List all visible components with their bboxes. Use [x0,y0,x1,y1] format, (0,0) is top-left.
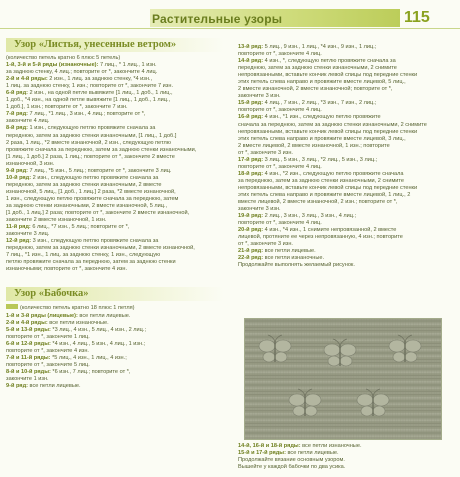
instruction-line [238,255,453,262]
row-text: провяжите сначала за переднюю, затем за заднюю стенки изнаночными, [6,146,197,153]
row-text: закончите 3 изн. [238,206,281,213]
row-text: все петли лицевые. [285,450,339,457]
page-header [0,0,460,30]
row-label: 8-й и 10-й ряды: [6,368,51,375]
instruction-line [238,164,453,171]
instruction-line [238,44,453,51]
instruction-line [6,55,224,62]
header-divider [0,28,460,29]
row-text: 2 вместе лицевой, 2 вместе изнаночной, 1 изн.; повторите [238,142,390,149]
row-text: закончите 4 лиц. [6,118,50,125]
row-text: [1 лиц., 1 доб.] 2 раза, 1 лиц.; повторите от *, закончите 2 вместе [6,153,175,160]
row-label: 19-й ряд: [238,213,264,220]
row-label: 7-й и 11-й ряды: [6,354,51,361]
row-text: за заднюю стенку, 4 лиц.; повторите от *, закончите 4 лиц. [6,69,158,76]
row-text: 2 изн., 1 лиц. за заднюю стенку, *4 изн., [47,76,153,83]
instruction-line [6,217,224,224]
row-text: этих петель слева направо и провяжите вместе лицевой, 3 лиц., [238,135,406,142]
instruction-line [6,259,224,266]
row-text: 6 лиц., *7 изн., 5 лиц.; повторите от *, [30,224,130,231]
row-label: 15-й и 17-й ряды: [238,450,286,457]
row-text: 2 изн., на одной петле вывяжите [1 лиц., 1 доб., 1 лиц., [28,90,173,97]
row-text: повторите от *, закончите 4 лиц. [238,51,322,58]
row-text: этих петель слева направо и провяжите вместе лицевой, 1 лиц., 2 [238,191,411,198]
row-label: 7-й ряд: [6,111,28,118]
row-text: непровязанными, вставьте кончик левой спицы под передние стенки [238,184,418,191]
row-label: 1-й и 3-й ряды (лицевые): [6,312,78,319]
row-text: 2 раза, 1 лиц., *2 вместе изнаночной, 2 изн., следующую петлю [6,139,171,146]
row-label: 12-й ряд: [6,238,32,245]
instruction-line [6,341,224,348]
row-text: 4 изн., *2 изн., следующую петлю провяжите сначала [263,170,404,177]
row-text: повторите от *, закончите 4 изн. [6,347,89,354]
instruction-line [6,83,224,90]
row-text: 4 изн., *, следующую петлю провяжите сначала за [263,58,396,65]
swatch-image [245,319,441,439]
leaves-instructions [6,55,224,273]
row-text: закончите 3 изн. [238,93,281,100]
instruction-line [6,175,224,182]
instruction-line [238,100,453,107]
row-label: 6-й и 12-й ряды: [6,340,51,347]
row-label: 9-й ряд: [6,167,28,174]
row-label: 21-й ряд: [238,248,264,255]
row-text: этих петель слева направо и провяжите вместе лицевой, 5 лиц., [238,79,406,86]
instruction-line [238,79,453,86]
row-text: изнаночными; повторите от *, закончите 4 изн. [6,266,128,273]
instruction-line [6,168,224,175]
instruction-line [6,133,224,140]
row-text: *5 лиц., 4 изн., 1 лиц., 4 изн.; [50,354,127,361]
instruction-line [6,196,224,203]
butterfly-instructions-continued [238,44,453,270]
instruction-line [238,248,453,255]
instruction-line [6,210,224,217]
row-text: все петли лицевые. [77,312,131,319]
instruction-line [6,224,224,231]
row-text: непровязанными, вставьте кончик левой спицы под передние стенки [238,72,418,79]
instruction-line [6,189,224,196]
row-text: все петли лицевые. [28,382,81,389]
row-text: 1 доб., *4 изн., на одной петле вывяжите [1 лиц., 1 доб., 1 лиц., [6,97,171,104]
row-text: Продолжайте выполнять желаемый рисунок. [238,262,355,269]
instruction-line [6,125,224,132]
row-text: 7 лиц., * 1 лиц., 1 изн. [98,62,157,69]
row-text: закончите 2 вместе изнаночной, 1 изн. [6,217,107,224]
row-label: 18-й ряд: [238,170,264,177]
row-text: 2 вместе изнаночной, 2 вместе изнаночной; повторите от *, [238,86,393,93]
left-column [6,38,224,390]
row-text: 4 лиц., 7 изн., 2 лиц., *3 изн., 7 изн., 2 лиц.; [263,100,377,107]
instruction-line [238,143,453,150]
instruction-line [238,114,453,121]
instruction-line [238,185,453,192]
instruction-line [6,111,224,118]
row-label: 10-й ряд: [6,174,32,181]
row-label: 9-й ряд: [6,382,28,389]
row-text: от *, закончите 3 изн. [238,241,293,248]
row-label: 17-й ряд: [238,156,264,163]
row-label: 8-й ряд: [6,125,28,132]
instruction-line [6,327,224,334]
row-text: *4 изн., 4 лиц., 5 изн., 4 лиц., 1 изн.; [50,340,146,347]
row-label: 14-й ряд: [238,58,264,65]
instruction-line [6,118,224,125]
instruction-line [6,104,224,111]
instruction-line [6,313,224,320]
instruction-line [6,62,224,69]
row-text: *3 лиц., 4 изн., 5 лиц., 4 изн., 2 лиц.; [50,326,146,333]
row-text: переднюю, затем за заднюю стенки изнаночными, 2 вместе изнаночной, [6,245,195,252]
row-text: 1 изн., следующую петлю провяжите сначала за переднюю, затем [6,195,179,202]
row-text: за заднюю стенки изнаночными, 2 вместе изнаночной, 5 лиц., [6,202,168,209]
instruction-line [6,383,224,390]
instruction-line [6,76,224,83]
row-text: 1 лиц. за заднюю стенку, 1 изн.; повторите от *, закончите 7 изн. [6,83,174,90]
instruction-line [238,51,453,58]
row-text: за переднюю, затем за заднюю стенки изнаночными, 2 снимите [238,177,405,184]
row-text: 7 лиц., *1 изн., 1 лиц. за заднюю стенку, 1 изн., следующую [6,252,161,259]
row-label: 14-й, 16-й и 18-й ряды: [238,443,301,449]
row-text: *6 изн., 7 лиц.; повторите от *, [50,368,131,375]
row-text: 7 лиц., *5 изн., 5 лиц.; повторите от *, закончите 3 лиц. [28,167,172,174]
instruction-line [6,203,224,210]
row-text: переднюю, затем за заднюю стенки изнаночными, 2 вместе [6,181,162,188]
instruction-line [238,457,453,464]
row-text: закончите 1 изн. [6,375,49,382]
section-title-butterfly: Узор «Бабочка» [6,287,224,301]
row-text: повторите от *, закончите 4 лиц. [238,220,322,227]
row-text: закончите 3 лиц. [6,231,50,238]
row-text: повторите от *, закончите 4 лиц. [238,163,322,170]
instruction-line [6,69,224,76]
instruction-line [238,450,453,457]
section-title-leaves: Узор «Листья, унесенные ветром» [6,38,224,52]
row-text: 7 лиц., *1 лиц., 3 изн., 4 лиц.; повторите от *, [28,111,146,118]
row-text: все петли изнаночные. [300,443,362,449]
row-text: [1 доб., 1 лиц.] 2 раза; повторите от *, закончите 2 вместе изнаночной, [6,210,190,217]
row-label: 20-й ряд: [238,227,264,234]
row-text: сначала за переднюю, затем за заднюю стенки изнаночными, 2 снимите [238,121,427,128]
row-text: переднюю, затем за заднюю стенки изнаночными, 2 снимите [238,65,397,72]
instruction-line [6,320,224,327]
row-label: 15-й ряд: [238,100,264,107]
instruction-line [238,443,453,450]
instruction-line [6,238,224,245]
row-text: повторите от *, закончите 4 лиц. [238,107,322,114]
instruction-line [6,266,224,273]
instruction-line [6,376,224,383]
row-label: 6-й ряд: [6,90,28,97]
instruction-line [238,129,453,136]
instruction-line [6,147,224,154]
butterfly-instructions [6,304,224,390]
instruction-line [238,241,453,248]
row-text: 4 изн., *1 изн., следующую петлю провяжите [263,114,381,121]
row-label: 16-й ряд: [238,114,264,121]
instruction-line [238,93,453,100]
row-text: все петли изнаночные. [263,255,325,262]
row-text: непровязанными, вставьте кончик левой спицы под передние стенки [238,128,418,135]
instruction-line [238,65,453,72]
instruction-line [6,369,224,376]
row-text: 2 изн., следующую петлю провяжите сначала за [31,174,159,181]
row-text: петлю провяжите сначала за переднюю, затем за заднюю стенки [6,259,176,266]
instruction-line [6,355,224,362]
chapter-title: Растительные узоры [152,12,283,26]
knitted-swatch-photo [244,318,442,440]
row-text: повторите от *, закончите 1 лиц. [6,333,90,340]
row-label: 13-й ряд: [238,44,264,50]
instruction-line [238,58,453,65]
row-text: вместе лицевой, 2 вместе изнаночной, 2 изн.; повторите от *, [238,199,398,206]
row-text: изнаночной, 3 изн. [6,160,55,167]
instruction-line [238,192,453,199]
row-text: 2 лиц., 3 изн., 3 лиц., 3 изн., 4 лиц.; [263,213,357,220]
pattern-mark-icon [6,304,18,309]
instruction-line [6,362,224,369]
instruction-line [6,334,224,341]
instruction-line [238,72,453,79]
row-text: все петли изнаночные. [47,319,109,326]
instruction-line [238,234,453,241]
instruction-line [238,227,453,234]
instruction-line [6,304,224,312]
instruction-line [6,245,224,252]
instruction-line [6,90,224,97]
instruction-line [238,86,453,93]
instruction-line [238,464,453,471]
instruction-line [238,107,453,114]
row-text: 3 изн., следующую петлю провяжите сначала за [31,238,159,245]
row-label: 11-й ряд: [6,224,31,231]
row-text: 3 лиц., 5 изн., 3 лиц., *2 лиц., 5 изн., 3 лиц.; [263,156,378,163]
row-text: от *, закончите 3 изн. [238,149,293,156]
instruction-line [238,171,453,178]
row-text: Вышейте у каждой бабочки по два усика. [238,464,346,471]
row-text: все петли лицевые. [263,248,316,255]
instruction-line [238,206,453,213]
row-text: переднюю, затем за заднюю стенки изнаночными, [1 лиц., 1 доб.] [6,132,177,139]
row-label: 2-й и 4-й ряды: [6,76,48,83]
instruction-line [238,122,453,129]
instruction-line [6,140,224,147]
right-column [238,44,453,270]
after-swatch-instructions [238,443,453,471]
row-text: изнаночной, 5 лиц., [1 доб., 1 лиц.] 2 раза, *2 вместе изнаночной, [6,188,176,195]
row-label: 5-й и 13-й ряды: [6,326,51,333]
instruction-line [6,231,224,238]
instruction-line [6,97,224,104]
instruction-line [238,157,453,164]
row-text: повторите от *, закончите 5 лиц. [6,361,90,368]
row-text: лицевой, протяните ее через непровязанную, 4 изн.; повторите [238,234,403,241]
instruction-line [238,199,453,206]
instruction-line [238,178,453,185]
row-text: (количество петель кратно 6 плюс 5 петель) [6,55,121,61]
instruction-line [238,150,453,157]
row-label: 1-й, 3-й и 5-й ряды (изнаночные): [6,62,99,69]
row-text: Продолжайте вязание основным узором. [238,457,345,464]
page-number: 115 [404,9,430,26]
instruction-line [6,161,224,168]
row-text: 1 изн., следующую петлю провяжите сначала за [28,125,156,132]
instruction-line [238,262,453,269]
instruction-line [238,213,453,220]
row-text: 4 изн., *4 изн., 1 снимите непровязанной, 2 вместе [263,227,397,234]
instruction-line [238,136,453,143]
row-label: 2-й и 4-й ряды: [6,319,48,326]
row-text: (количество петель кратно 18 плюс 1 петля) [20,305,135,312]
instruction-line [6,154,224,161]
row-label: 22-й ряд: [238,255,264,262]
instruction-line [238,220,453,227]
row-text: 5 лиц., 9 изн., 1 лиц., *4 изн., 9 изн., 1 лиц.; [263,44,377,50]
row-text: 1 доб.], 1 изн.; повторите от *, закончите 7 изн. [6,104,128,111]
instruction-line [6,182,224,189]
instruction-line [6,348,224,355]
instruction-line [6,252,224,259]
